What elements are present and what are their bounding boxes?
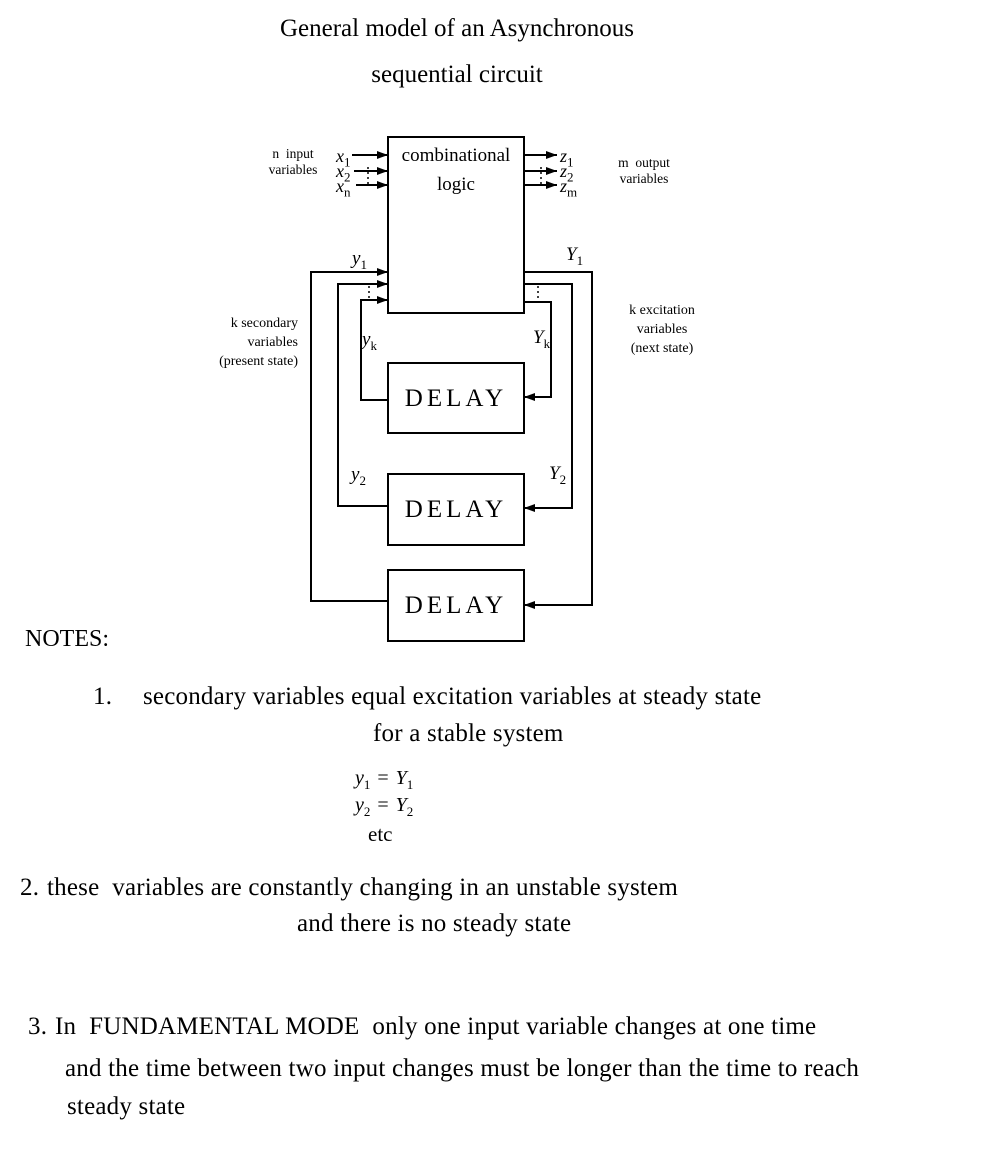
secondary-label-line-1: k secondary — [230, 316, 298, 331]
var-base: x — [336, 176, 344, 196]
note3-line-1: In FUNDAMENTAL MODE only one input variable changes at one time — [55, 1013, 817, 1040]
excitation-variables-label — [614, 301, 710, 358]
var-sub: k — [543, 335, 551, 351]
delay-label-2: DELAY — [404, 496, 508, 523]
var-base: x — [336, 161, 344, 181]
note3-line-2: and the time between two input changes must be longer than the time to reach — [65, 1055, 860, 1082]
note1-line-1: secondary variables equal excitation variables at steady state — [143, 683, 762, 710]
eq-lhs-base: y — [355, 767, 364, 789]
var-sub: 2 — [359, 472, 366, 488]
label-y1 — [352, 249, 367, 271]
note3-line-3: steady state — [67, 1093, 186, 1120]
eq-rhs-base: Y — [395, 794, 407, 816]
var-base: y — [352, 248, 361, 269]
label-Y1 — [566, 245, 583, 267]
wire-Y1 — [524, 272, 592, 605]
var-base: z — [560, 176, 568, 196]
note3-number: 3. — [28, 1013, 48, 1040]
output-group-line-2: variables — [619, 170, 669, 186]
label-zm — [560, 177, 577, 199]
input-group-line-1: n input — [272, 146, 314, 161]
var-base: y — [362, 329, 371, 350]
equals-sign: = — [377, 767, 389, 789]
wire-y1 — [311, 272, 388, 601]
note2-line-1: these variables are constantly changing in an unstable system — [47, 874, 678, 901]
label-Y2 — [549, 464, 566, 486]
output-group-label — [602, 155, 686, 186]
note2-line-2: and there is no steady state — [297, 910, 572, 937]
note1-line-2: for a stable system — [373, 720, 564, 747]
input-group-line-2: variables — [268, 161, 318, 177]
note2-number: 2. — [20, 874, 40, 901]
eq-rhs-sub: 1 — [406, 777, 414, 792]
eq-lhs-base: y — [355, 794, 364, 816]
input-group-label — [251, 146, 335, 177]
eq-rhs-sub: 2 — [406, 804, 414, 819]
var-sub: k — [370, 337, 377, 353]
output-group-line-1: m output — [618, 155, 670, 170]
equation-row-2 — [355, 795, 413, 818]
page-title-line-2: sequential circuit — [371, 61, 543, 88]
var-sub: 2 — [559, 471, 567, 487]
var-base: z — [560, 146, 568, 166]
var-sub: n — [344, 184, 351, 200]
equation-etc: etc — [368, 822, 393, 846]
excitation-label-line-3: (next state) — [630, 341, 694, 356]
var-base: z — [560, 161, 568, 181]
secondary-variables-label — [148, 314, 298, 371]
label-xn — [336, 177, 351, 199]
comb-label-line-1: combinational — [401, 145, 511, 166]
var-sub: 2 — [344, 169, 351, 185]
var-sub: 1 — [576, 252, 584, 268]
var-base: Y — [549, 463, 560, 484]
delay-label-1: DELAY — [404, 385, 508, 412]
var-sub: m — [567, 184, 578, 200]
secondary-label-line-3: (present state) — [219, 354, 298, 369]
equation-row-1 — [355, 768, 413, 791]
var-base: y — [351, 464, 360, 485]
label-y2 — [351, 465, 366, 487]
var-sub: 1 — [360, 256, 367, 272]
eq-lhs-sub: 1 — [363, 777, 371, 792]
notes-header: NOTES: — [25, 626, 109, 652]
page-title-line-1: General model of an Asynchronous — [279, 15, 635, 42]
var-sub: 2 — [567, 169, 574, 185]
var-sub: 1 — [567, 154, 574, 170]
combinational-logic-label — [388, 143, 524, 198]
var-base: Y — [533, 327, 544, 348]
label-yk — [362, 330, 377, 352]
note1-number: 1. — [93, 683, 113, 710]
secondary-label-line-2: variables — [247, 335, 298, 350]
var-base: x — [336, 146, 344, 166]
eq-lhs-sub: 2 — [363, 804, 371, 819]
comb-label-line-2: logic — [437, 173, 475, 195]
excitation-label-line-2: variables — [636, 322, 688, 337]
delay-label-3: DELAY — [404, 592, 508, 619]
eq-rhs-base: Y — [395, 767, 407, 789]
excitation-label-line-1: k excitation — [629, 303, 695, 318]
label-Yk — [533, 328, 550, 350]
equals-sign: = — [377, 794, 389, 816]
var-sub: 1 — [344, 154, 351, 170]
var-base: Y — [566, 244, 577, 265]
